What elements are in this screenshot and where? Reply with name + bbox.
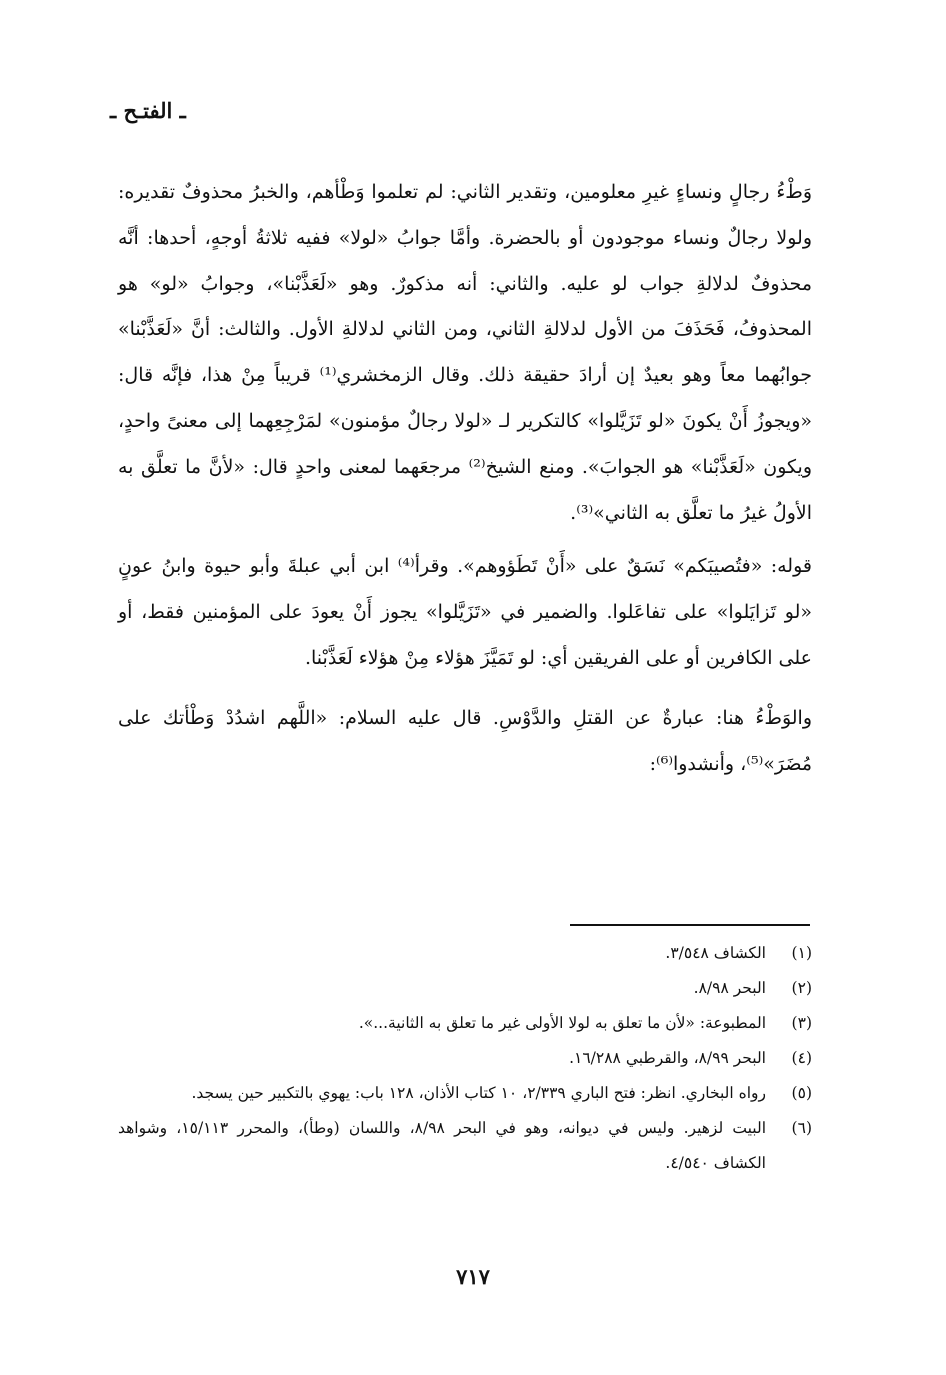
footnote-number: (٣) bbox=[791, 1014, 812, 1032]
footnote-separator bbox=[570, 924, 810, 926]
footnote-number: (١) bbox=[791, 944, 812, 962]
footnote bbox=[118, 1006, 812, 1041]
footnote-text: البحر ٨/٩٨. bbox=[693, 979, 766, 997]
footnote-number: (٥) bbox=[791, 1084, 812, 1102]
footnote bbox=[118, 936, 812, 971]
main-text bbox=[118, 170, 812, 787]
footnote bbox=[118, 971, 812, 1006]
footnote-text: رواه البخاري. انظر: فتح الباري ٢/٣٣٩، ١٠ كتاب الأذان، ١٢٨ باب: يهوي بالتكبير حين يسجد. bbox=[191, 1084, 766, 1102]
footnote-text: البيت لزهير. وليس في ديوانه، وهو في البحر ٨/٩٨، واللسان (وطأ)، والمحرر ١٥/١١٣، وشواهد الكشاف ٤/٥٤٠. bbox=[118, 1119, 767, 1172]
footnote bbox=[118, 1076, 812, 1111]
page-number: ٧١٧ bbox=[456, 1264, 490, 1289]
footnote-number: (٤) bbox=[791, 1049, 812, 1067]
footnote-text: البحر ٨/٩٩، والقرطبي ١٦/٢٨٨. bbox=[569, 1049, 766, 1067]
footnote-text: المطبوعة: «لأن ما تعلق به لولا الأولى غير ما تعلق به الثانية...». bbox=[358, 1014, 766, 1032]
footnotes bbox=[118, 936, 812, 1181]
footnote bbox=[118, 1111, 812, 1181]
paragraph: والوَطْءُ هنا: عبارةٌ عن القتلِ والدَّوْسِ. قال عليه السلام: «اللَّهم اشدُدْ وَطْأتك على مُضَرَ»⁽⁵⁾، وأنشدوا⁽⁶⁾: bbox=[118, 706, 812, 775]
running-header: ـ الفتـح ـ bbox=[110, 98, 186, 123]
paragraph: قوله: «فتُصيبَكم» نَسَقٌ على «أَنْ تَطَؤوهم». وقرأ⁽⁴⁾ ابن أبي عبلةَ وأبو حيوة وابنُ عونٍ «لو تَزايَلوا» على تفاعَلوا. والضمير في «تَزَيَّلوا» يجوز أَنْ يعودَ على المؤمنين فقط، أو على الكافرين أو على الفريقين أي: لو تَمَيَّزَ هؤلاء مِنْ هؤلاء لَعَذَّبْنا. bbox=[118, 555, 812, 669]
footnote bbox=[118, 1041, 812, 1076]
footnote-text: الكشاف ٣/٥٤٨. bbox=[665, 944, 766, 962]
footnote-number: (٢) bbox=[791, 979, 812, 997]
paragraph: وَطْءُ رجالٍ ونساءٍ غيرِ معلومين، وتقدير الثاني: لم تعلموا وَطْأهم، والخبرُ محذوفٌ تقديره: ولولا رجالٌ ونساء موجودون أو بالحضرة. وأمَّا جوابُ «لولا» ففيه ثلاثةُ أوجهٍ، أحدها: أنَّه محذوفٌ لدلالةِ جواب لو عليه. والثاني: أنه مذكورٌ. وهو «لَعَذَّبْنا»، وجوابُ «لو» هو المحذوفُ، فَحَذَفَ من الأول لدلالةِ الثاني، ومن الثاني لدلالةِ الأول. والثالث: أنَّ «لَعَذَّبْنا» جوابُهما معاً وهو بعيدٌ إن أرادَ حقيقة ذلك. وقال الزمخشري⁽¹⁾ قريباً مِنْ هذا، فإنَّه قال: «ويجوزُ أَنْ يكونَ «لو تَزَيَّلوا» كالتكرير لـ «لولا رجالٌ مؤمنون» لمَرْجِعِهما إلى معنىً واحدٍ، ويكون «لَعَذَّبْنا» هو الجوابَ». ومنع الشيخ⁽²⁾ مرجعَهما لمعنى واحدٍ قال: «لأنَّ ما تعلَّق به الأولُ غيرُ ما تعلَّق به الثاني»⁽³⁾. bbox=[118, 181, 812, 524]
footnote-number: (٦) bbox=[791, 1119, 812, 1137]
